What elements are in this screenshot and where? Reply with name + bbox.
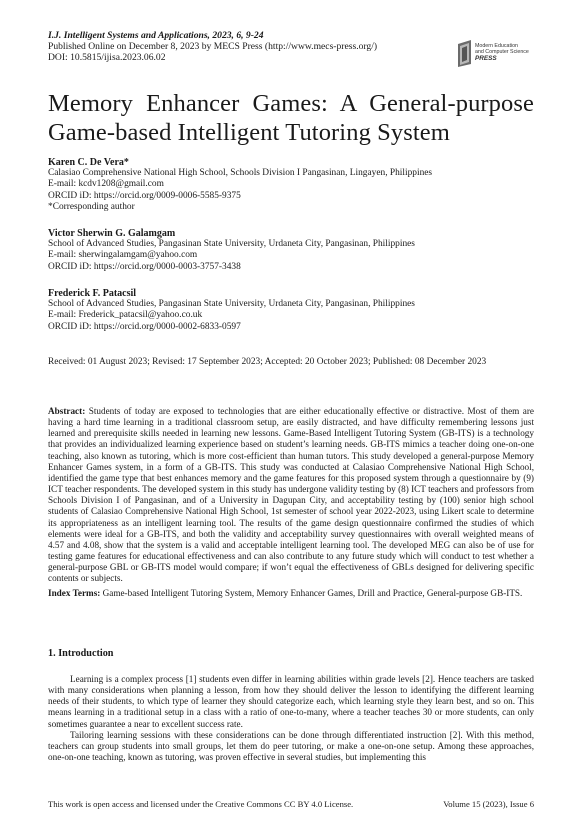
author-name: Frederick F. Patacsil [48, 288, 137, 299]
paper-title: Memory Enhancer Games: A General-purpose Game-based Intelligent Tutoring System [48, 90, 534, 146]
page-footer [48, 799, 534, 809]
author-orcid: ORCID iD: https://orcid.org/0000-0003-3757-3438 [48, 261, 241, 272]
abstract-label: Abstract: [48, 406, 86, 416]
license-note: This work is open access and licensed under the Creative Commons CC BY 4.0 License. [48, 799, 354, 809]
publication-info: Published Online on December 8, 2023 by MECS Press (http://www.mecs-press.org/) [48, 41, 378, 53]
logo-text: Modern Education and Computer Science PRESS [475, 43, 529, 62]
index-terms-text: Game-based Intelligent Tutoring System, Memory Enhancer Games, Drill and Practice, General-purpose GB-ITS. [102, 588, 523, 598]
author-block-2 [48, 228, 415, 273]
author-email: E-mail: sherwingalamgam@yahoo.com [48, 250, 198, 261]
doi: DOI: 10.5815/ijisa.2023.06.02 [48, 52, 166, 64]
volume-issue: Volume 15 (2023), Issue 6 [443, 799, 534, 809]
author-affiliation: School of Advanced Studies, Pangasinan State University, Urdaneta City, Pangasinan, Philippines [48, 239, 415, 250]
author-orcid: ORCID iD: https://orcid.org/0009-0006-5585-9375 [48, 190, 241, 201]
index-terms [48, 588, 534, 599]
journal-citation: I.J. Intelligent Systems and Applications, 2023, 6, 9-24 [48, 30, 264, 41]
abstract-text: Students of today are exposed to technologies that are either educationally effective or distractive. Most of them are having a hard time learning in a traditional classroom setup, are easily distracted, and have difficulty remembering lessons just learned and prerequisite skills needed in learning new lessons. Game-Based Intelligent Tutoring System (GB-ITS) is a technology that provides an individualized learning experience based on student’s learning needs. GB-ITS mimics a teacher doing one-on-one teaching, also known as tutoring, which is more cost-efficient than human tutors. This study developed a general-purpose Memory Enhancer Games system, in a form of a GB-ITS. This study was conducted at Calasiao Comprehensive National High School, identified the game type that best enhances memory and the game features for this proposed system through a questionnaire by (9) ICT teacher respondents. The developed system in this study has undergone validity testing by (8) ICT teachers and professors from Schools Division I of Pangasinan, and of a University in Dagupan City, and acceptability testing by (100) senior high school students of Calasiao Comprehensive National High School, 1st semester of school year 2022-2023, using Likert scale to determine its appropriateness as an intelligent learning tool. The results of the game design questionnaire confirmed the studies of which elements were ideal for a GB-ITS, and both the validity and acceptability survey questionnaires with overall weighted means of 4.57 and 4.08, show that the system is a valid and acceptable intelligent learning tool. The developed MEG can also be of use for testing game features for educational effectiveness and can also contribute to any future study which will conduct to test whether a general-purpose GBL or GB-ITS model would compare; if won’t equal the effectiveness of GBLs designed for delivering specific contents or subjects. [48, 406, 534, 584]
book-logo-icon [456, 38, 474, 68]
author-affiliation: Calasiao Comprehensive National High School, Schools Division I Pangasinan, Lingayen, Philippines [48, 168, 433, 179]
author-block-1 [48, 157, 432, 213]
publisher-logo [456, 38, 536, 70]
abstract [48, 406, 534, 585]
journal-header [48, 30, 377, 64]
author-email: E-mail: kcdv1208@gmail.com [48, 179, 164, 190]
corresponding-note: *Corresponding author [48, 201, 135, 212]
index-terms-label: Index Terms: [48, 588, 101, 598]
author-affiliation: School of Advanced Studies, Pangasinan State University, Urdaneta City, Pangasinan, Philippines [48, 299, 415, 310]
submission-dates: Received: 01 August 2023; Revised: 17 September 2023; Accepted: 20 October 2023; Published: 08 December 2023 [48, 357, 487, 367]
author-email: E-mail: Frederick_patacsil@yahoo.co.uk [48, 310, 203, 321]
author-name: Victor Sherwin G. Galamgam [48, 228, 176, 239]
author-block-3 [48, 288, 415, 333]
author-orcid: ORCID iD: https://orcid.org/0000-0002-6833-0597 [48, 321, 241, 332]
body-paragraph-2: Tailoring learning sessions with these considerations can be done through differentiated instruction [2]. With this method, teachers can group students into small groups, let them do peer tutoring, or make a one-on-one setup. Among these approaches, one-on-one teaching, known as tutoring, was proven effective in several studies, but implementing this [48, 730, 534, 763]
author-name: Karen C. De Vera* [48, 157, 129, 168]
section-heading: 1. Introduction [48, 648, 114, 659]
body-paragraph-1: Learning is a complex process [1] students even differ in learning abilities within grade levels [2]. Hence teachers are tasked with many considerations when planning a lesson, from how they should deliver the lesson to identifying the different learning needs of their students, to which type of learner they should categorize each, which learning style they learn best, and so on. This means learning in a traditional setup in a class with a ratio of one-to-many, where a teacher teaches 30 or more students, can only sometimes guarantee a near to excellent success rate. [48, 674, 534, 729]
